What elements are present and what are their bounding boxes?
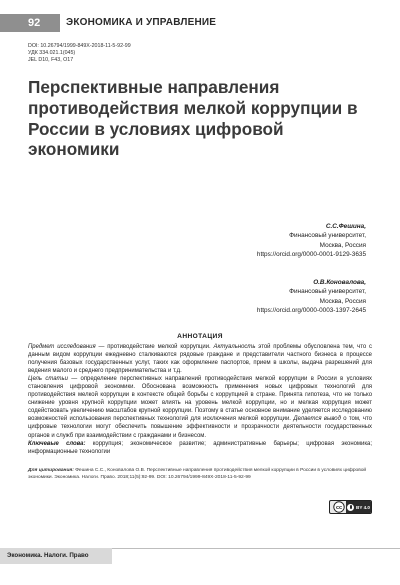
abstract-label: Актуальность [213, 344, 256, 350]
author-affiliation: Финансовый университет, [289, 232, 366, 240]
author-block-1 [257, 222, 366, 260]
creative-commons-icon [331, 501, 346, 513]
section-title: ЭКОНОМИКА И УПРАВЛЕНИЕ [66, 17, 217, 28]
running-header [0, 14, 400, 32]
license-version: BY 4.0 [356, 504, 370, 510]
cc-text: cc [335, 505, 342, 512]
abstract-heading: АННОТАЦИЯ [177, 333, 223, 340]
abstract-text: этой проблемы обусловлена тем, что с данным видом коррупции ежедневно сталкиваются рядовые граждане и представители частного бизнеса в процессе получения базовых государственных услуг, таких как оформление паспортов, прием в школы, выдача разрешений для ведения малого и среднего предпринимательства и т.д. [28, 344, 372, 375]
journal-footer: Экономика. Налоги. Право [0, 548, 112, 564]
footer-rule [112, 548, 400, 549]
abstract-paragraph [28, 343, 372, 375]
udk-line: УДК 334.021.1(045) [28, 50, 76, 57]
jel-line: JEL D10, F43, O17 [28, 57, 74, 64]
abstract-label: Делается вывод [293, 416, 341, 423]
article-meta [28, 43, 131, 65]
author-orcid-link[interactable]: https://orcid.org/0000-0003-1397-2645 [256, 307, 366, 315]
author-name: О.В.Коновалова, [313, 279, 366, 286]
citation-text: Фешина С.С., Коновалова О.В. Перспективные направления противодействия мелкой коррупции в России в условиях цифровой экономики. Экономика. Налоги. Право. 2018;11(5):92-99. DOI: 10.26794/1999-849X-2018-11-5-92-99 [28, 468, 367, 480]
abstract-text: — противодействие мелкой коррупции. [95, 344, 214, 350]
person-icon [347, 504, 354, 511]
cc-by-label [346, 500, 371, 514]
keywords-label: Ключевые слова: [28, 440, 86, 447]
author-orcid-link[interactable]: https://orcid.org/0000-0001-9129-3635 [256, 251, 366, 259]
abstract-label: Цель статьи [28, 376, 68, 383]
author-block-2 [257, 278, 366, 316]
article-title: Перспективные направления противодействия мелкой коррупции в России в условиях цифровой экономики [28, 77, 358, 160]
abstract-label: Предмет исследования [28, 344, 96, 350]
abstract-body [28, 343, 372, 456]
author-location: Москва, Россия [319, 297, 366, 305]
author-location: Москва, Россия [319, 241, 366, 249]
abstract-text: о том, что цифровые технологии могут обеспечить повышение эффективности и прозрачности деятельности государственных органов и служб при взаимодействии с гражданами и бизнесом. [28, 416, 372, 439]
abstract-text: — определение перспективных направлений противодействия мелкой коррупции в России в условиях становления цифровой экономики. Обоснована возможность применения новых цифровых технологий для противодействия мелкой коррупции в контексте общей борьбы с коррупцией в стране. Принята гипотеза, что не только снижение уровня крупной коррупции может влиять на уровень мелкой коррупции, но и мелкая коррупция может содействовать увеличению масштабов крупной коррупции. Поэтому в статье основное внимание уделяется исследованию возможностей использования перспективных технологий для исключения мелкой коррупции. [28, 376, 373, 423]
keywords-text: коррупция; экономическое развитие; административные барьеры; цифровая экономика; информационные технологии [28, 440, 372, 455]
doi-line[interactable]: DOI: 10.26794/1999-849X-2018-11-5-92-99 [28, 43, 131, 49]
author-name: С.С.Фешина, [325, 223, 366, 230]
keywords [28, 440, 372, 456]
page-number: 92 [0, 14, 60, 32]
citation-label: Для цитирования: [28, 468, 74, 473]
abstract-paragraph [28, 375, 372, 439]
citation [28, 468, 372, 481]
cc-license-badge[interactable] [329, 500, 372, 514]
author-affiliation: Финансовый университет, [289, 288, 366, 296]
